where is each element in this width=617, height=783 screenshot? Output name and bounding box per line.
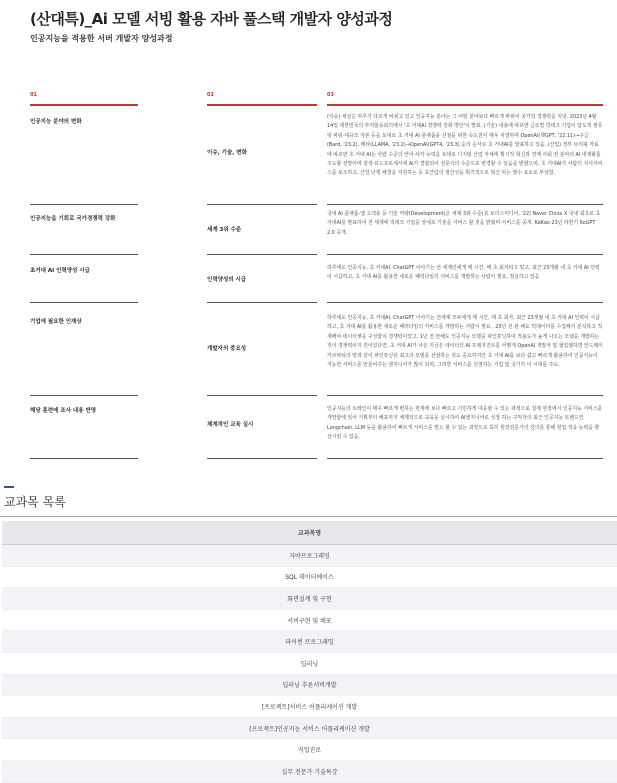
col3-paragraph: 하루에도 인공지능, 초 거대AI, ChatGPT 이야기는 전세계 모두에게 매 시간, 매 초 회자. 최근 23개월 내 초 거대 AI 인력이 시급하고, 초 거대 AI를 활용한 새로운 패러다임의 서비스를 개발하는 사람이 필요 . 23년 전 판 해도 빅데이터를 수집해서 분석하고 적재해야 데이터셋을 구성함이 경쟁력이었고, 1년 전 만해도 인공지능 모델을 파인튜닝하여 적용도가 높게 나오는 모델을 개발하는 것이 경쟁력이지 원이었다면, 초 거대 AI가 나온 지금은 데이터의 AI 프레자진트를 어떻게 OpenAI 개발자 및 협업했하면 안드레이카르파티의 말과 같이 파인튜닝된 최고의 모델을 선점하는 것도 중요하지만 초 거대 AI를 보다 쉽고 빠르게 활용하여 인공지능이 가능한 서비스를 만들어주는 엔지니어가 많이 되며, 그러한 서비스를 선점하는 기업 및 국가가 이 시대를 주도. [327, 315, 603, 369]
col3-paragraph: 국내 AI 플랫폼·앱 고객층 등 기술 역량(Development)은 세계 3위 수준(美 토터스미디어, '22) Naver Clova X 국내 최초로 초 거대AI를 발표하여 전 세계에 빅테크 기업을 상대로 기술을 서비스 할 것을 밝혔며 서비스를 공개. KaKao 23년 하반기 KoGPT 2.0 공개. [327, 211, 601, 236]
col2-row-rule [207, 302, 317, 303]
col1-row-rule [30, 395, 138, 396]
col3-row-rule [327, 302, 603, 303]
table-row: SQL 데이터베이스 [2, 567, 617, 589]
column-number-01: 01 [30, 92, 37, 98]
col1-row-rule [30, 204, 138, 205]
col2-row-rule [207, 458, 317, 459]
page-title: (산대특)_Ai 모델 서빙 활용 자바 풀스택 개발자 양성과정 [30, 10, 393, 28]
col3-row-rule [327, 458, 603, 459]
col1-row-rule [30, 302, 138, 303]
col3-paragraph: 하루에도 인공지능, 초 거대AI, ChatGPT 이야기는 전 세계인에게 매 시간, 매 초 회자되고 있고, 최근 23개월 내 초 거대 AI 인력이 시급하고, 초 거대 AI를 활용한 새로운 패러다임의 서비스를 개발하는 사람이 필요, 절실하고 있음 [327, 265, 600, 281]
table-row: [프로젝트]서비스 어플리케이션 개발 [2, 696, 617, 718]
col2-item: 세계 3위 수준 [207, 227, 242, 233]
page-subtitle: 인공지능을 적용한 서버 개발자 양성과정 [30, 34, 173, 43]
table-row: 자바프로그래밍 [2, 545, 617, 567]
col1-item: 기업에 필요한 인재상 [30, 319, 82, 325]
col2-row-rule [207, 254, 317, 255]
col2-item: 체계적인 교육 실시 [207, 422, 254, 428]
section-divider [0, 516, 617, 517]
col3-row-rule [327, 204, 603, 205]
col1-row-rule [30, 458, 138, 459]
table-row: 딥러닝 [2, 653, 617, 675]
col1-item: 초거대 AI 인력양성 시급 [30, 268, 90, 274]
col2-row-rule [207, 204, 317, 205]
section-accent-mark [4, 486, 14, 488]
curriculum-table [2, 521, 617, 783]
table-header: 교과목명 [2, 521, 617, 545]
table-row: [프로젝트]인공지능 서비스 어플리케이션 개발 [2, 718, 617, 740]
table-row: 직업진로 [2, 739, 617, 761]
col2-item: 이슈, 기술, 변화 [207, 150, 247, 156]
col3-row-rule [327, 395, 603, 396]
column-number-02: 02 [207, 92, 214, 98]
column-rule-01 [30, 104, 138, 106]
col3-paragraph: (이슈) 세상은 하루가 다르게 바뀌고 있고 인공지능 분야는 그 어떤 분야보다 빠르게 바뀌어 국가적 경쟁력을 리딩. 2023년 4월 14일 대한민국의 부처합동회의에서 '초 거대AI 경쟁력 강화 방안'이 발표. (기술) 내용에 따르면 글로벌 빅테크 기업이 압도적 컴퓨팅 파워·대규모 자본 등을 토대로 초 거대 AI 플랫폼을 선점을 위한 속도전이 매우 치열하며 OpenAI(챗GPT, '22.11)→구글(Bard, '23.2), 메타(LLAMA, '23.2)→OpenAI(GPT4, '23.3) 순의 순서로 초 거대AI를 발표하고 있음. (산업) 정부 브리핑 자료에 따르면 초 거대 AI는 사람 수준의 언어·사각 능력을 토대로 디지털 산업 자체에 획기적 혁신과 경제 사회 전 분야의 AI 내재화를 주도할 전망이며 검색·워드프로세서에 AI가 결합되어 전문가의 수준으로 변경할 수 있음을 밝혔으며, 초 거대AI가 사람의 지식서비스를 보조하고, 산업 난제 해결을 지원하는 등 호산업의 생산성을 획기적으로 혁신 하는 필수 요소로 부상함. [327, 114, 603, 177]
col1-item: 인공지능을 기회로 국가경쟁력 강화 [30, 216, 116, 222]
column-rule-02 [207, 104, 317, 106]
section-title: 교과목 목록 [4, 495, 66, 509]
col3-paragraph: 인공지능의 트레인이 매우 빠르게 변하는 현재에 보다 빠르고 기민하게 대응할 수 있는 과정으로 실제 현장에서 인공지능 서비스를 개발함에 있어 기획부터 배포까지 체계적으로 교육을 실시하여 AI엔지니어로 성장 하는 구직자의 최근 인공지능 트렌드인 Langchain, LLM 등을 활용하여 빠르게 서비스를 빌드 할 수 있는 과정으로 특히 현장전문가의 강의를 통해 현업 적응 능력을 향상시킬 수 있음. [327, 406, 603, 441]
table-row: 화면설계 및 구현 [2, 588, 617, 610]
col2-item: 인력양성의 시급 [207, 277, 247, 283]
table-row: 파이썬 프로그래밍 [2, 631, 617, 653]
col2-item: 개발자의 중요성 [207, 346, 247, 352]
table-row: 실무 전문가 기술특강 [2, 761, 617, 783]
column-number-03: 03 [327, 92, 334, 98]
column-rule-03 [327, 104, 603, 106]
col2-row-rule [207, 395, 317, 396]
table-row: 딥러닝 추론서버개발 [2, 675, 617, 697]
col3-row-rule [327, 254, 603, 255]
col1-row-rule [30, 254, 138, 255]
col1-item: 해당 훈련에 조사 내용 반영 [30, 408, 97, 414]
col1-item: 인공지능 분야의 변화 [30, 119, 82, 125]
table-row: 서버구현 및 배포 [2, 610, 617, 632]
